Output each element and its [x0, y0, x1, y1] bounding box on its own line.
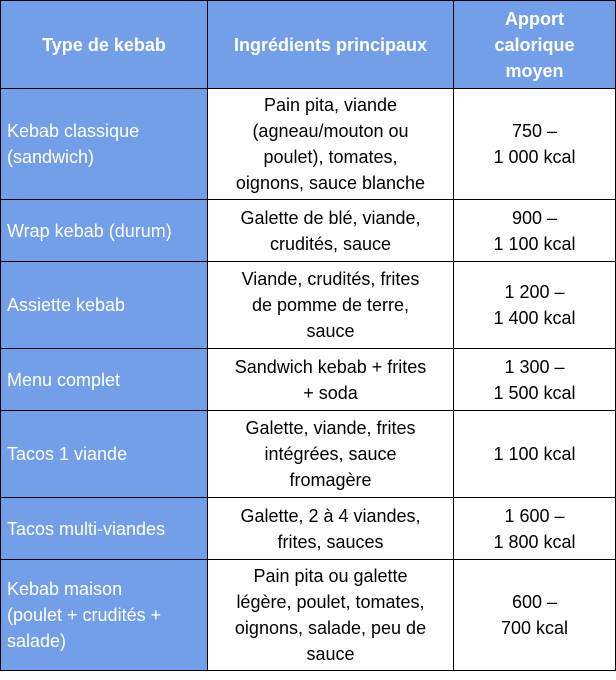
cell-line: Galette, 2 à 4 viandes, [240, 505, 421, 526]
cell-line: intégrées, sauce [264, 444, 397, 464]
cell-calories [454, 349, 616, 411]
cell-line: de pomme de terre, [251, 295, 410, 315]
cell-line: 1 800 kcal [493, 531, 576, 552]
cell-type [1, 349, 208, 411]
table-row [1, 89, 616, 200]
header-line: Ingrédients principaux [233, 34, 428, 55]
cell-ingredients [208, 498, 454, 560]
cell-line: crudités, sauce [269, 233, 392, 254]
header-row [1, 1, 616, 89]
cell-line: 750 – [511, 121, 558, 141]
cell-ingredients [208, 349, 454, 411]
cell-line: (agneau/mouton ou [252, 121, 409, 141]
cell-line: Menu complet [7, 369, 121, 390]
cell-line: 1 400 kcal [493, 308, 576, 328]
table-row [1, 349, 616, 411]
cell-line: 700 kcal [500, 618, 569, 638]
cell-line: 1 100 kcal [493, 233, 576, 254]
cell-line: Tacos multi-viandes [7, 518, 166, 539]
cell-type [1, 89, 208, 200]
cell-ingredients [208, 262, 454, 349]
header-line: moyen [505, 60, 564, 81]
cell-type [1, 200, 208, 262]
table-row [1, 200, 616, 262]
header-line: Type de kebab [42, 34, 166, 55]
cell-line: 900 – [511, 207, 558, 228]
cell-line: frites, sauces [277, 531, 384, 552]
cell-type [1, 411, 208, 498]
cell-calories [454, 498, 616, 560]
header-calories [454, 1, 616, 89]
cell-line: poulet), tomates, [263, 147, 398, 167]
cell-line: légère, poulet, tomates, [236, 592, 425, 612]
header-line: calorique [494, 34, 575, 55]
table-row [1, 560, 616, 671]
cell-ingredients [208, 411, 454, 498]
cell-line: 1 100 kcal [493, 444, 576, 464]
cell-line: Kebab classique [7, 121, 140, 141]
cell-calories [454, 560, 616, 671]
cell-line: sauce [306, 321, 355, 341]
header-line: Apport [505, 8, 564, 29]
cell-line: Sandwich kebab + frites [234, 356, 427, 377]
cell-line: Kebab maison [7, 579, 123, 599]
cell-line: 1 500 kcal [493, 382, 576, 403]
cell-calories [454, 200, 616, 262]
cell-line: 1 600 – [504, 505, 565, 526]
table-row [1, 411, 616, 498]
cell-line: Viande, crudités, frites [241, 269, 420, 289]
header-ingredients [208, 1, 454, 89]
cell-type [1, 262, 208, 349]
cell-line: oignons, sauce blanche [235, 173, 426, 193]
cell-calories [454, 262, 616, 349]
cell-line: (sandwich) [7, 147, 95, 167]
cell-line: sauce [306, 644, 355, 664]
cell-calories [454, 411, 616, 498]
cell-line: Galette de blé, viande, [240, 207, 421, 228]
cell-ingredients [208, 89, 454, 200]
cell-ingredients [208, 560, 454, 671]
cell-line: 600 – [511, 592, 558, 612]
cell-line: Galette, viande, frites [245, 418, 416, 438]
cell-calories [454, 89, 616, 200]
cell-line: Assiette kebab [7, 295, 126, 315]
table-row [1, 498, 616, 560]
cell-line: oignons, salade, peu de [234, 618, 427, 638]
cell-line: Tacos 1 viande [7, 444, 128, 464]
cell-line: (poulet + crudités + [7, 605, 162, 625]
cell-line: Pain pita ou galette [253, 566, 408, 586]
cell-line: 1 200 – [504, 282, 565, 302]
cell-line: salade) [7, 631, 67, 651]
header-type [1, 1, 208, 89]
cell-line: fromagère [289, 470, 372, 490]
cell-ingredients [208, 200, 454, 262]
cell-line: 1 300 – [504, 356, 565, 377]
cell-line: Pain pita, viande [263, 95, 398, 115]
cell-type [1, 560, 208, 671]
cell-type [1, 498, 208, 560]
table-row [1, 262, 616, 349]
cell-line: Wrap kebab (durum) [7, 220, 172, 241]
cell-line: 1 000 kcal [493, 147, 576, 167]
cell-line: + soda [303, 382, 358, 403]
